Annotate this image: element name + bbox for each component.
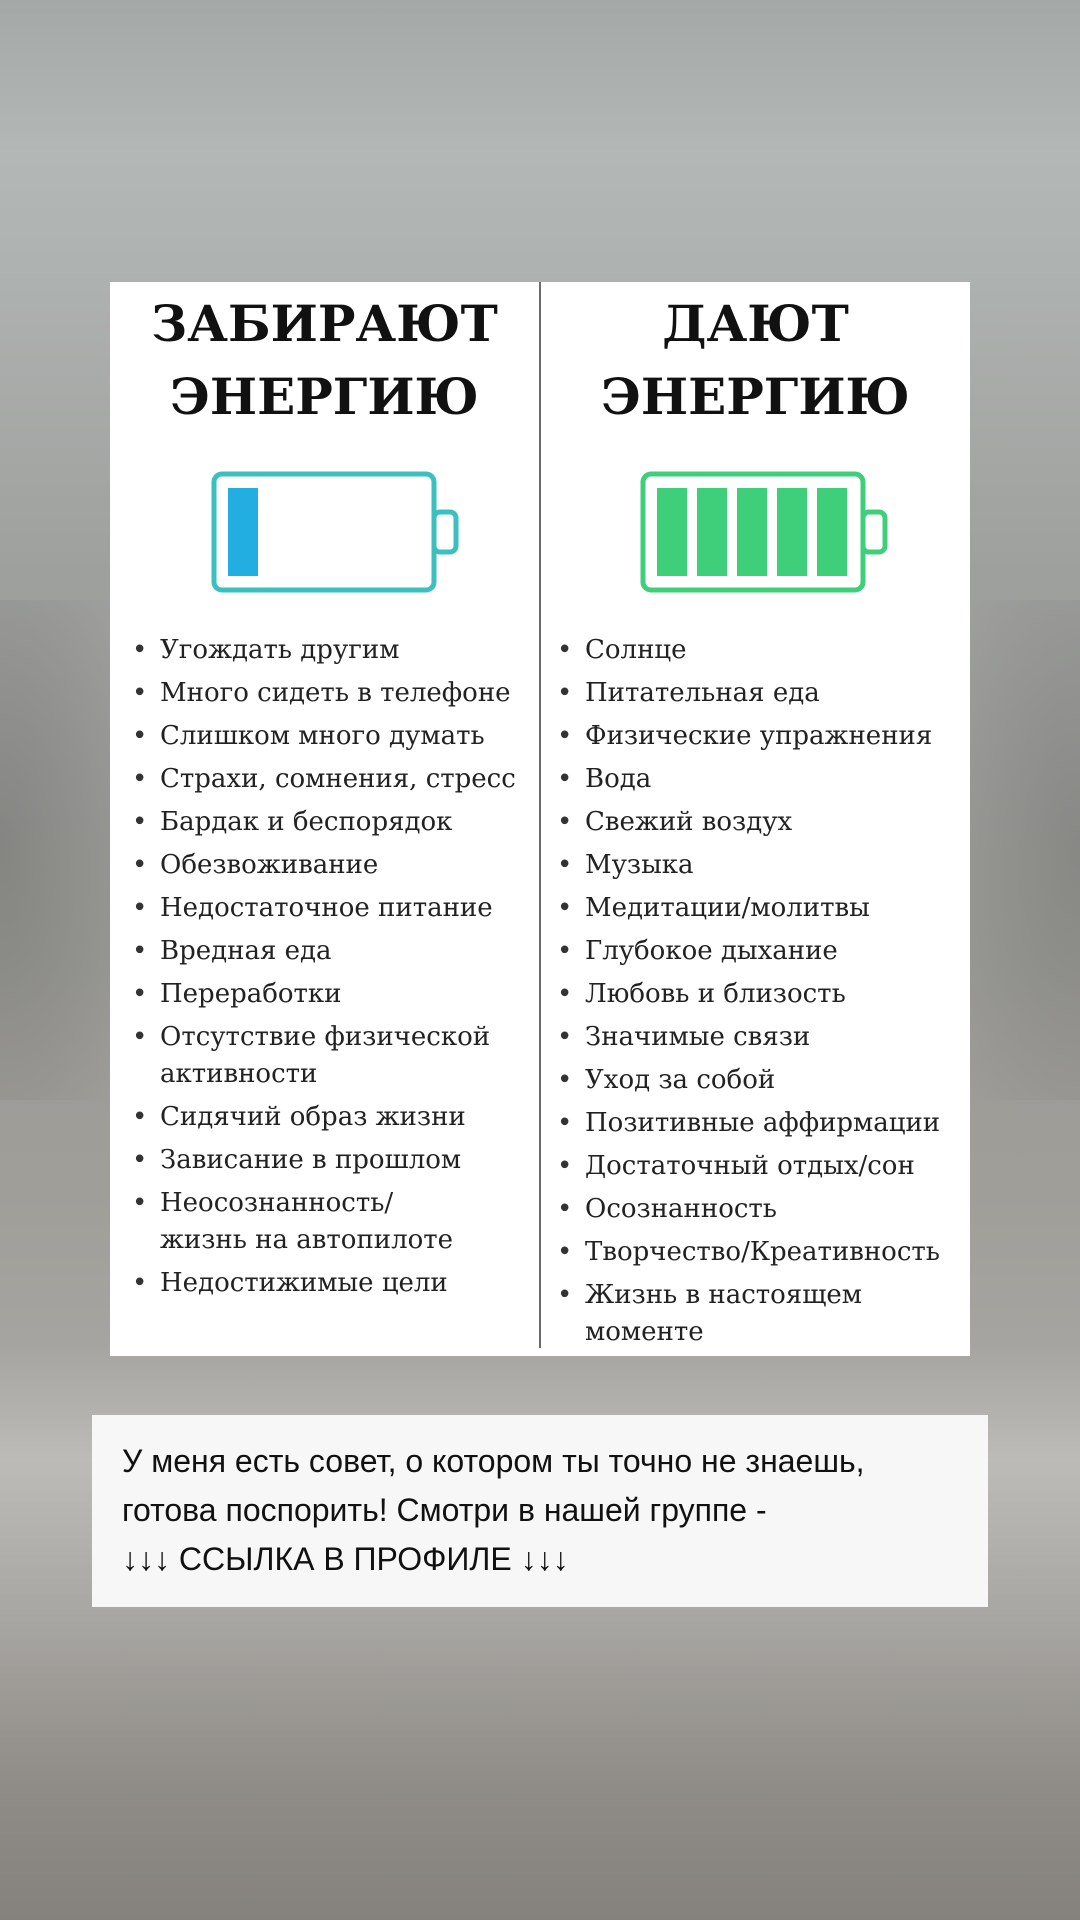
background-blur-right [970, 600, 1080, 1100]
list-item: • Отсутствие физической активности [110, 1019, 540, 1093]
list-item: • Медитации/молитвы [535, 890, 970, 927]
list-item: • Недостаточное питание [110, 890, 540, 927]
list-item: • Страхи, сомнения, стресс [110, 761, 540, 798]
list-item: • Достаточный отдых/сон [535, 1148, 970, 1185]
list-item: • Творчество/Креативность [535, 1234, 970, 1271]
list-item: • Зависание в прошлом [110, 1142, 540, 1179]
list-item: • Уход за собой [535, 1062, 970, 1099]
list-item: • Питательная еда [535, 675, 970, 712]
list-item: • Неосознанность/ жизнь на автопилоте [110, 1185, 540, 1259]
list-item: • Угождать другим [110, 632, 540, 669]
list-item: • Солнце [535, 632, 970, 669]
list-item: • Много сидеть в телефоне [110, 675, 540, 712]
energy-infographic [110, 282, 970, 1356]
list-item: • Физические упражнения [535, 718, 970, 755]
gives-energy-heading [541, 287, 970, 433]
low-battery-icon [210, 470, 466, 594]
promo-caption [92, 1415, 988, 1607]
caption-line: У меня есть совет, о котором ты точно не знаешь, [122, 1443, 865, 1479]
list-item: • Обезвоживание [110, 847, 540, 884]
list-item: • Любовь и близость [535, 976, 970, 1013]
list-item: • Сидячий образ жизни [110, 1099, 540, 1136]
caption-line: готова поспорить! Смотри в нашей группе - [122, 1492, 767, 1528]
list-item: • Бардак и беспорядок [110, 804, 540, 841]
full-battery-icon [639, 470, 895, 594]
list-item: • Жизнь в настоящем моменте [535, 1277, 970, 1351]
list-item: • Осознанность [535, 1191, 970, 1228]
drains-energy-list [110, 632, 540, 1308]
list-item: • Вредная еда [110, 933, 540, 970]
drains-energy-heading [110, 287, 539, 433]
gives-energy-list [535, 632, 970, 1356]
list-item: • Значимые связи [535, 1019, 970, 1056]
heading-line: ЭНЕРГИЮ [601, 367, 910, 426]
list-item: • Переработки [110, 976, 540, 1013]
heading-line: ЗАБИРАЮТ [151, 294, 498, 353]
list-item: • Позитивные аффирмации [535, 1105, 970, 1142]
list-item: • Вода [535, 761, 970, 798]
caption-link-line: ↓↓↓ ССЫЛКА В ПРОФИЛЕ ↓↓↓ [122, 1541, 569, 1577]
list-item: • Глубокое дыхание [535, 933, 970, 970]
list-item: • Свежий воздух [535, 804, 970, 841]
list-item: • Недостижимые цели [110, 1265, 540, 1302]
background-blur-left [0, 600, 110, 1100]
list-item: • Слишком много думать [110, 718, 540, 755]
list-item: • Музыка [535, 847, 970, 884]
heading-line: ЭНЕРГИЮ [170, 367, 479, 426]
heading-line: ДАЮТ [662, 294, 849, 353]
